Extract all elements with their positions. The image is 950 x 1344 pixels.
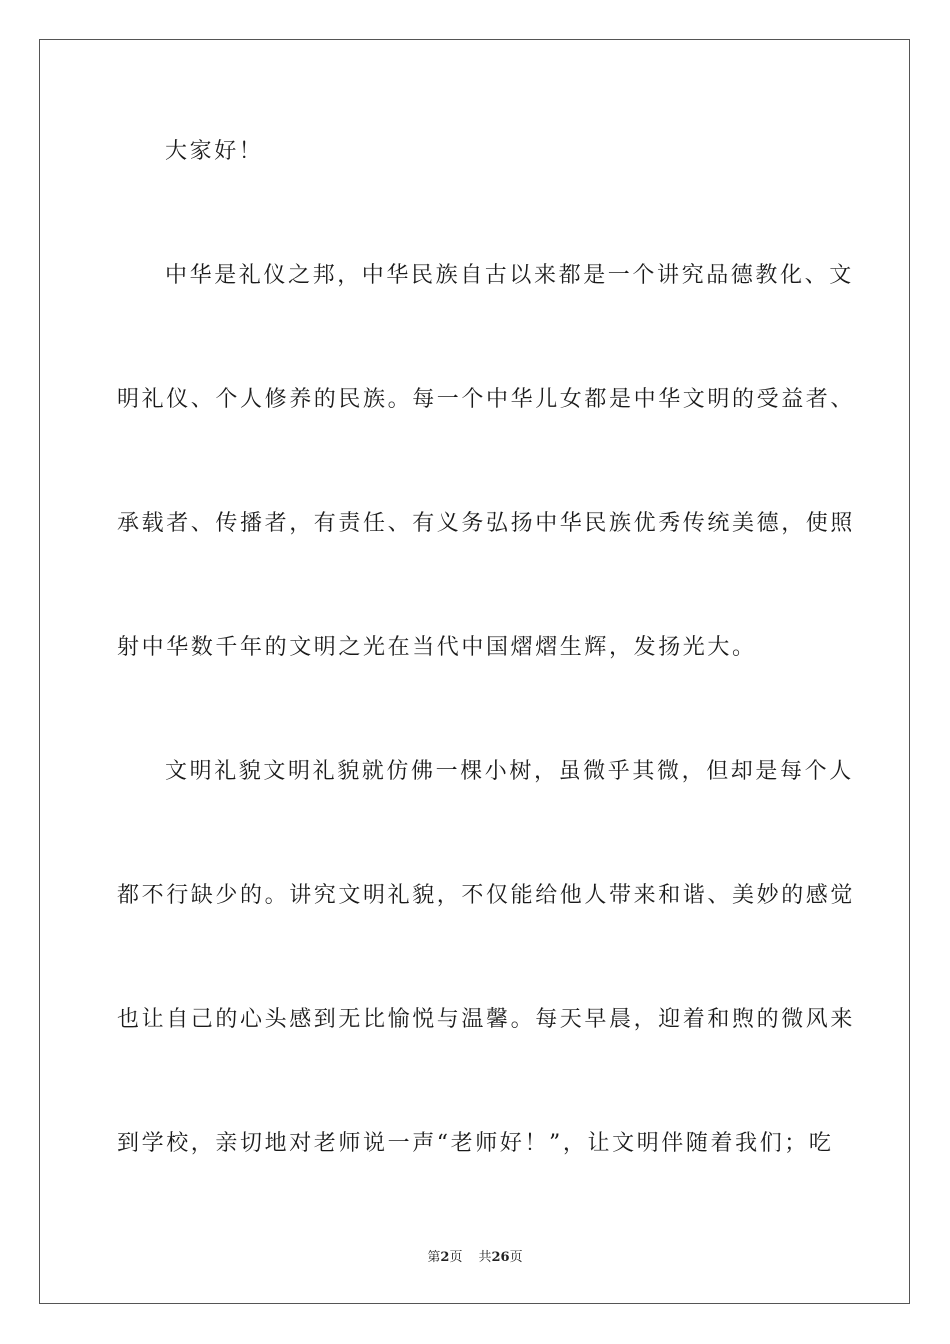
footer-total-suffix: 页 [509,1250,523,1265]
footer-page-number: 2 [440,1250,450,1265]
paragraph1-line2: 明礼仪、个人修养的民族。每一个中华儿女都是中华文明的受益者、 [117,387,856,412]
footer-page-suffix: 页 [449,1250,463,1265]
paragraph2-line1: 文明礼貌文明礼貌就仿佛一棵小树，虽微乎其微，但却是每个人 [165,759,854,784]
footer-page-prefix: 第 [427,1250,441,1265]
page-border [39,39,910,1304]
paragraph1-line1: 中华是礼仪之邦，中华民族自古以来都是一个讲究品德教化、文 [165,263,854,288]
page-footer [0,1249,950,1267]
paragraph2-line4: 到学校，亲切地对老师说一声“老师好！”，让文明伴随着我们；吃 [117,1131,834,1156]
paragraph2-line3: 也让自己的心头感到无比愉悦与温馨。每天早晨，迎着和煦的微风来 [117,1007,856,1032]
paragraph1-line3: 承载者、传播者，有责任、有义务弘扬中华民族优秀传统美德，使照 [117,511,856,536]
footer-total-prefix: 共 [478,1250,492,1265]
paragraph2-line2: 都不行缺少的。讲究文明礼貌，不仅能给他人带来和谐、美妙的感觉 [117,883,856,908]
footer-total-number: 26 [491,1250,510,1265]
greeting-text: 大家好！ [165,139,264,164]
paragraph1-line4: 射中华数千年的文明之光在当代中国熠熠生辉，发扬光大。 [117,635,757,660]
